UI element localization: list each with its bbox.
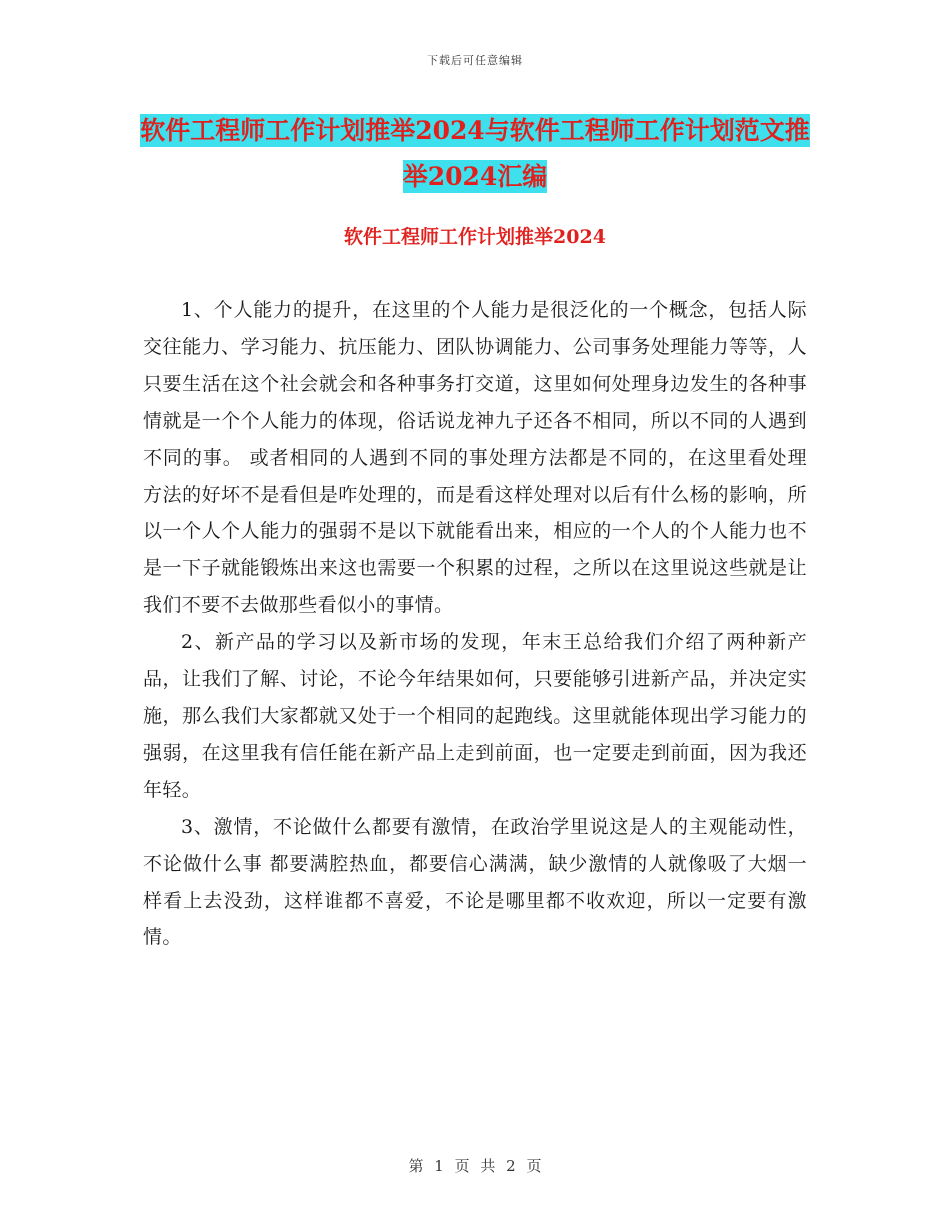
document-body [143,292,807,956]
section-heading: 软件工程师工作计划推举2024 [344,226,606,248]
page-header-note: 下载后可任意编辑 [427,54,523,67]
paragraph-3: 3、激情，不论做什么都要有激情，在政治学里说这是人的主观能动性，不论做什么事 都要满腔热血，都要信心满满，缺少激情的人就像吸了大烟一样看上去没劲，这样谁都不喜爱，不论是哪里都不收欢迎，所以一定要有激情。 [143,815,807,949]
paragraph-2: 2、新产品的学习以及新市场的发现，年末王总给我们介绍了两种新产品，让我们了解、讨论，不论今年结果如何，只要能够引进新产品，并决定实施，那么我们大家都就又处于一个相同的起跑线。这里就能体现出学习能力的强弱，在这里我有信任能在新产品上走到前面，也一定要走到前面，因为我还年轻。 [143,631,807,801]
paragraph-1: 1、个人能力的提升，在这里的个人能力是很泛化的一个概念，包括人际交往能力、学习能力、抗压能力、团队协调能力、公司事务处理能力等等，人只要生活在这个社会就会和各种事务打交道，这里如何处理身边发生的各种事情就是一个个人能力的体现，俗话说龙神九子还各不相同，所以不同的人遇到不同的事。 或者相同的人遇到不同的事处理方法都是不同的，在这里看处理方法的好坏不是看但是咋处理的，而是看这样处理对以后有什么杨的影响，所以一个人个人能力的强弱不是以下就能看出来，相应的一个人的个人能力也不是一下子就能锻炼出来这也需要一个积累的过程，之所以在这里说这些就是让我们不要不去做那些看似小的事情。 [143,299,807,617]
document-title-text: 软件工程师工作计划推举2024与软件工程师工作计划范文推举2024汇编 [140,116,810,191]
page-footer: 第 1 页 共 2 页 [408,1157,542,1175]
document-title [140,108,810,200]
